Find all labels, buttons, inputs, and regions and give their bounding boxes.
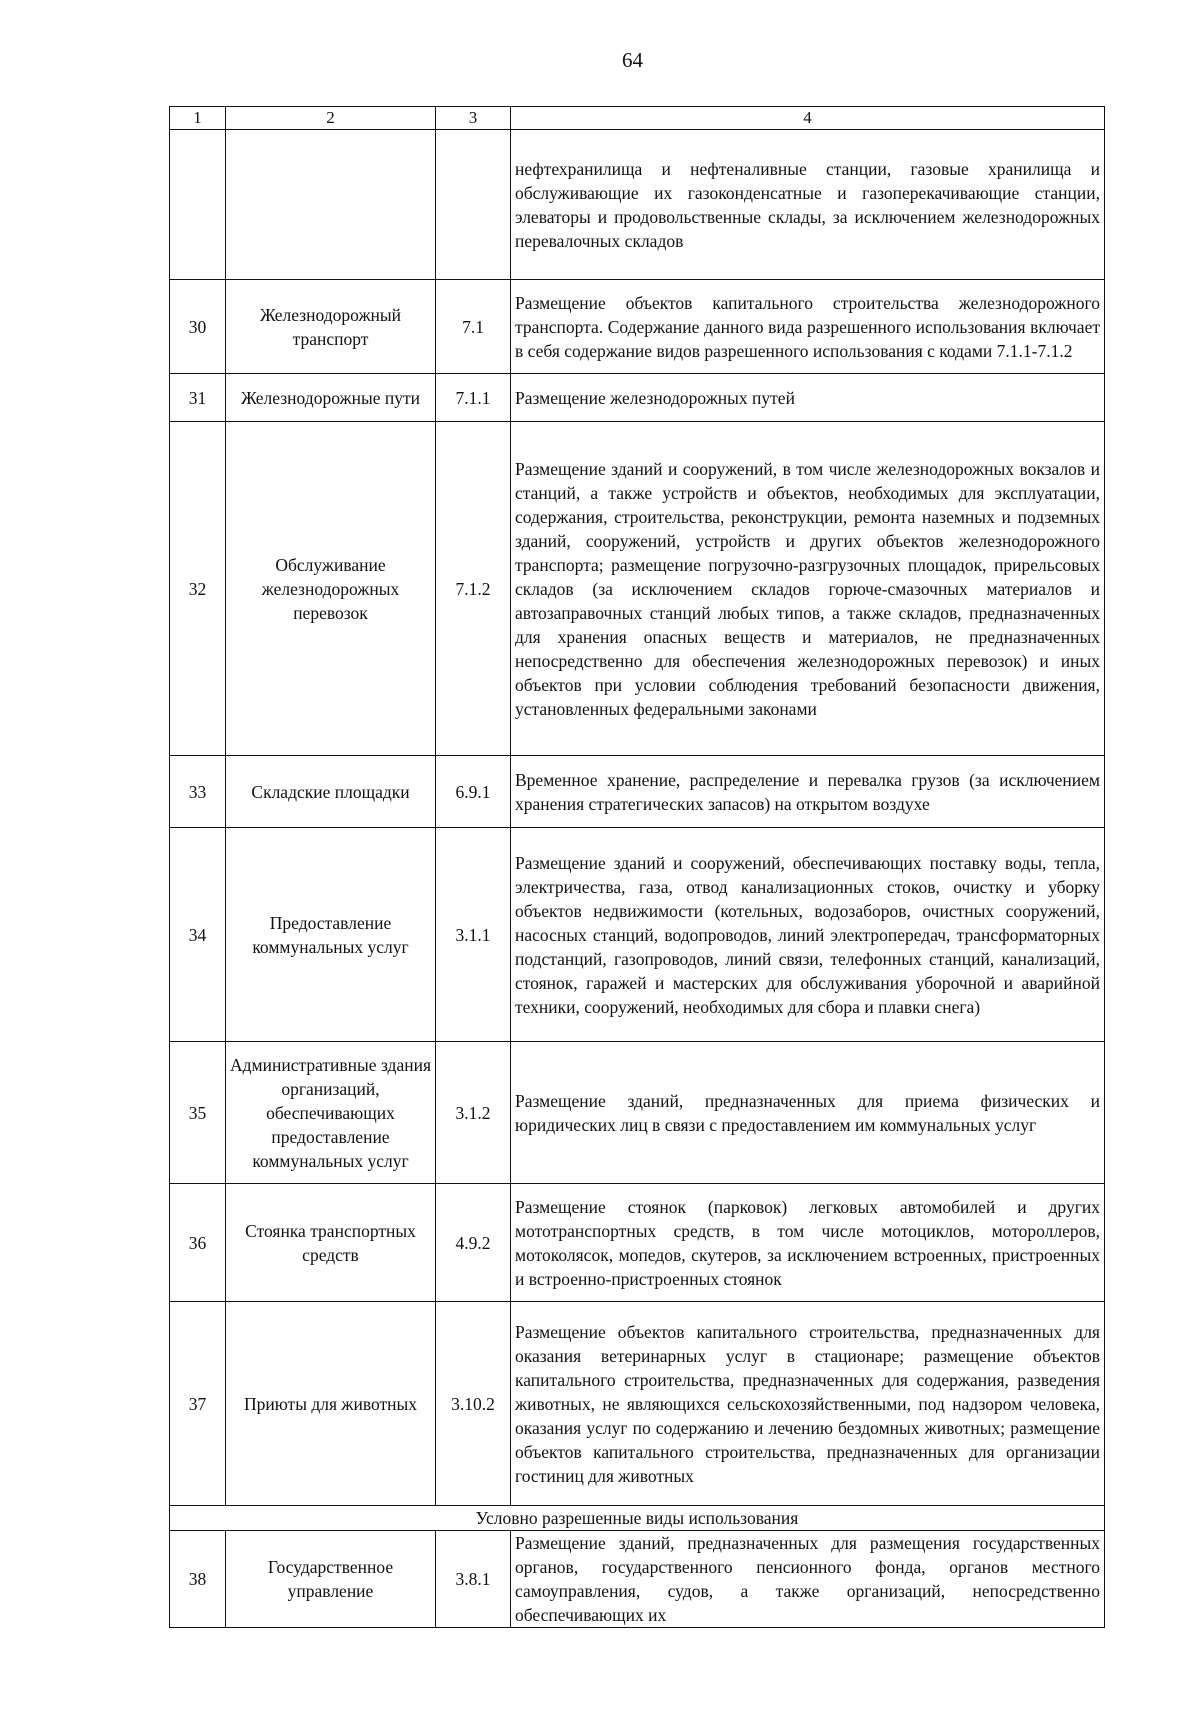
description-cell: Размещение объектов капитального строительства, предназначенных для оказания ветеринарных услуг в стационаре; размещение объектов капитального строительства, предназначенных для содержания, разведения животных, не являющихся сельскохозяйственными, под надзором человека, оказания услуг по содержанию и лечению бездомных животных; размещение объектов капитального строительства, предназначенных для организации гостиниц для животных [511, 1302, 1105, 1506]
description-cell: Временное хранение, распределение и перевалка грузов (за исключением хранения стратегических запасов) на открытом воздухе [511, 756, 1105, 828]
use-type-name: Предоставление коммунальных услуг [226, 828, 436, 1042]
header-col-4: 4 [511, 107, 1105, 130]
use-type-code: 3.8.1 [436, 1531, 511, 1628]
use-type-name: Обслуживание железнодорожных перевозок [226, 422, 436, 756]
page-number: 64 [622, 48, 643, 72]
use-type-name: Железнодорожные пути [226, 374, 436, 422]
row-number: 31 [170, 374, 226, 422]
land-use-table [169, 106, 1105, 1628]
use-type-code: 3.1.1 [436, 828, 511, 1042]
table-row [170, 1042, 1105, 1184]
row-number: 37 [170, 1302, 226, 1506]
row-number: 38 [170, 1531, 226, 1628]
table-row [170, 1184, 1105, 1302]
description-cell: Размещение зданий, предназначенных для размещения государственных органов, государственного пенсионного фонда, органов местного самоуправления, судов, а также организаций, непосредственно обеспечивающих их [511, 1531, 1105, 1628]
table-row-continuation [170, 130, 1105, 280]
row-number: 35 [170, 1042, 226, 1184]
use-type-name: Железнодорожный транспорт [226, 280, 436, 374]
description-cell: Размещение зданий, предназначенных для приема физических и юридических лиц в связи с предоставлением им коммунальных услуг [511, 1042, 1105, 1184]
empty-cell [226, 130, 436, 280]
section-heading-row [170, 1506, 1105, 1531]
table-row [170, 422, 1105, 756]
table-row [170, 1531, 1105, 1628]
use-type-code: 3.1.2 [436, 1042, 511, 1184]
use-type-name: Государственное управление [226, 1531, 436, 1628]
row-number: 34 [170, 828, 226, 1042]
use-type-name: Приюты для животных [226, 1302, 436, 1506]
empty-cell [170, 130, 226, 280]
section-title: Условно разрешенные виды использования [170, 1506, 1105, 1531]
row-number: 32 [170, 422, 226, 756]
description-cell: Размещение стоянок (парковок) легковых автомобилей и других мототранспортных средств, в том числе мотоциклов, мотороллеров, мотоколясок, мопедов, скутеров, за исключением встроенных, пристроенных и встроенно-пристроенных стоянок [511, 1184, 1105, 1302]
table-row [170, 374, 1105, 422]
table-row [170, 828, 1105, 1042]
table-header-row [170, 107, 1105, 130]
header-col-1: 1 [170, 107, 226, 130]
description-cell: Размещение зданий и сооружений, в том числе железнодорожных вокзалов и станций, а также устройств и объектов, необходимых для эксплуатации, содержания, строительства, реконструкции, ремонта наземных и подземных зданий, сооружений, устройств и других объектов железнодорожного транспорта; размещение погрузочно-разгрузочных площадок, прирельсовых складов (за исключением складов горюче-смазочных материалов и автозаправочных станций любых типов, а также складов, предназначенных для хранения опасных веществ и материалов, не предназначенных непосредственно для обеспечения железнодорожных перевозок) и иных объектов при условии соблюдения требований безопасности движения, установленных федеральными законами [511, 422, 1105, 756]
description-cell: нефтехранилища и нефтеналивные станции, газовые хранилища и обслуживающие их газоконденсатные и газоперекачивающие станции, элеваторы и продовольственные склады, за исключением железнодорожных перевалочных складов [511, 130, 1105, 280]
use-type-name: Административные здания организаций, обеспечивающих предоставление коммунальных услуг [226, 1042, 436, 1184]
use-type-code: 6.9.1 [436, 756, 511, 828]
header-col-3: 3 [436, 107, 511, 130]
table-row [170, 756, 1105, 828]
use-type-code: 4.9.2 [436, 1184, 511, 1302]
row-number: 33 [170, 756, 226, 828]
row-number: 36 [170, 1184, 226, 1302]
use-type-name: Стоянка транспортных средств [226, 1184, 436, 1302]
use-type-code: 3.10.2 [436, 1302, 511, 1506]
table-row [170, 1302, 1105, 1506]
use-type-code: 7.1 [436, 280, 511, 374]
description-cell: Размещение зданий и сооружений, обеспечивающих поставку воды, тепла, электричества, газа, отвод канализационных стоков, очистку и уборку объектов недвижимости (котельных, водозаборов, очистных сооружений, насосных станций, водопроводов, линий электропередач, трансформаторных подстанций, газопроводов, линий связи, телефонных станций, канализаций, стоянок, гаражей и мастерских для обслуживания уборочной и аварийной техники, сооружений, необходимых для сбора и плавки снега) [511, 828, 1105, 1042]
use-type-code: 7.1.1 [436, 374, 511, 422]
description-cell: Размещение объектов капитального строительства железнодорожного транспорта. Содержание данного вида разрешенного использования включает в себя содержание видов разрешенного использования с кодами 7.1.1-7.1.2 [511, 280, 1105, 374]
header-col-2: 2 [226, 107, 436, 130]
empty-cell [436, 130, 511, 280]
table-row [170, 280, 1105, 374]
row-number: 30 [170, 280, 226, 374]
use-type-name: Складские площадки [226, 756, 436, 828]
description-cell: Размещение железнодорожных путей [511, 374, 1105, 422]
use-type-code: 7.1.2 [436, 422, 511, 756]
